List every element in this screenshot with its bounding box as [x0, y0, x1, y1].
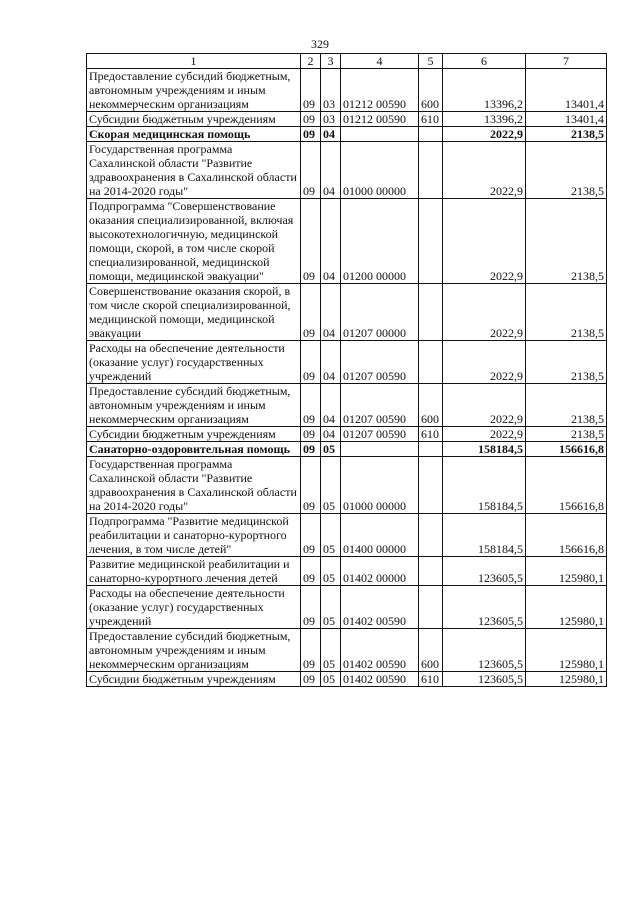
expense-type-cell	[419, 341, 443, 384]
expense-type-cell	[419, 514, 443, 557]
header-cell: 7	[526, 54, 607, 69]
target-article-cell: 01200 00000	[341, 199, 419, 284]
table-row	[87, 142, 607, 199]
amount-cell: 125980,1	[526, 629, 607, 672]
amount-cell: 156616,8	[526, 457, 607, 514]
row-name-cell: Расходы на обеспечение деятельности (оказание услуг) государственных учреждений	[87, 586, 301, 629]
target-article-cell: 01207 00590	[341, 427, 419, 442]
row-name-cell: Подпрограмма "Совершенствование оказания специализированной, включая высокотехнологичную, медицинской помощи, скорой, в том числе скорой специализированной, медицинской помощи, медицинской эвакуации"	[87, 199, 301, 284]
table-row	[87, 514, 607, 557]
section-code-cell: 09	[301, 199, 321, 284]
subsection-code-cell: 05	[321, 586, 341, 629]
amount-cell: 2022,9	[443, 127, 526, 142]
table-row	[87, 457, 607, 514]
expense-type-cell	[419, 457, 443, 514]
target-article-cell	[341, 442, 419, 457]
expense-type-cell: 610	[419, 672, 443, 687]
amount-cell: 2138,5	[526, 341, 607, 384]
table-header-row	[87, 54, 607, 69]
row-name-cell: Развитие медицинской реабилитации и санаторно-курортного лечения детей	[87, 557, 301, 586]
section-code-cell: 09	[301, 142, 321, 199]
amount-cell: 158184,5	[443, 457, 526, 514]
section-code-cell: 09	[301, 586, 321, 629]
header-cell: 4	[341, 54, 419, 69]
amount-cell: 125980,1	[526, 672, 607, 687]
section-code-cell: 09	[301, 514, 321, 557]
row-name-cell: Санаторно-оздоровительная помощь	[87, 442, 301, 457]
table-body	[87, 69, 607, 687]
expense-type-cell	[419, 557, 443, 586]
header-cell: 2	[301, 54, 321, 69]
subsection-code-cell: 05	[321, 557, 341, 586]
page-number: 329	[311, 37, 329, 51]
expense-type-cell	[419, 127, 443, 142]
amount-cell: 2022,9	[443, 284, 526, 341]
amount-cell: 2022,9	[443, 199, 526, 284]
amount-cell: 2138,5	[526, 284, 607, 341]
row-name-cell: Скорая медицинская помощь	[87, 127, 301, 142]
table-row	[87, 384, 607, 427]
row-name-cell: Расходы на обеспечение деятельности (оказание услуг) государственных учреждений	[87, 341, 301, 384]
target-article-cell: 01000 00000	[341, 142, 419, 199]
amount-cell: 2022,9	[443, 142, 526, 199]
amount-cell: 123605,5	[443, 629, 526, 672]
header-cell: 6	[443, 54, 526, 69]
amount-cell: 123605,5	[443, 672, 526, 687]
amount-cell: 13396,2	[443, 69, 526, 112]
amount-cell: 125980,1	[526, 586, 607, 629]
amount-cell: 13396,2	[443, 112, 526, 127]
section-code-cell: 09	[301, 69, 321, 112]
subsection-code-cell: 04	[321, 127, 341, 142]
amount-cell: 2022,9	[443, 384, 526, 427]
subsection-code-cell: 03	[321, 112, 341, 127]
table-row	[87, 557, 607, 586]
target-article-cell: 01402 00590	[341, 586, 419, 629]
expense-type-cell	[419, 442, 443, 457]
target-article-cell: 01212 00590	[341, 112, 419, 127]
subsection-code-cell: 04	[321, 427, 341, 442]
table-row	[87, 442, 607, 457]
expense-type-cell: 610	[419, 112, 443, 127]
target-article-cell: 01212 00590	[341, 69, 419, 112]
row-name-cell: Субсидии бюджетным учреждениям	[87, 672, 301, 687]
amount-cell: 156616,8	[526, 514, 607, 557]
expense-type-cell: 610	[419, 427, 443, 442]
row-name-cell: Субсидии бюджетным учреждениям	[87, 112, 301, 127]
amount-cell: 2022,9	[443, 427, 526, 442]
table-row	[87, 629, 607, 672]
section-code-cell: 09	[301, 557, 321, 586]
table-row	[87, 199, 607, 284]
amount-cell: 2138,5	[526, 142, 607, 199]
section-code-cell: 09	[301, 284, 321, 341]
target-article-cell: 01207 00000	[341, 284, 419, 341]
section-code-cell: 09	[301, 442, 321, 457]
amount-cell: 123605,5	[443, 586, 526, 629]
header-cell: 1	[87, 54, 301, 69]
section-code-cell: 09	[301, 341, 321, 384]
table-row	[87, 69, 607, 112]
expense-type-cell: 600	[419, 629, 443, 672]
row-name-cell: Предоставление субсидий бюджетным, автономным учреждениям и иным некоммерческим организациям	[87, 629, 301, 672]
row-name-cell: Предоставление субсидий бюджетным, автономным учреждениям и иным некоммерческим организациям	[87, 384, 301, 427]
subsection-code-cell: 05	[321, 442, 341, 457]
subsection-code-cell: 05	[321, 629, 341, 672]
subsection-code-cell: 05	[321, 514, 341, 557]
amount-cell: 2138,5	[526, 384, 607, 427]
section-code-cell: 09	[301, 427, 321, 442]
expense-type-cell	[419, 142, 443, 199]
section-code-cell: 09	[301, 629, 321, 672]
table-row	[87, 127, 607, 142]
subsection-code-cell: 04	[321, 142, 341, 199]
subsection-code-cell: 03	[321, 69, 341, 112]
header-cell: 5	[419, 54, 443, 69]
row-name-cell: Государственная программа Сахалинской области "Развитие здравоохранения в Сахалинской области на 2014-2020 годы"	[87, 457, 301, 514]
subsection-code-cell: 05	[321, 457, 341, 514]
amount-cell: 123605,5	[443, 557, 526, 586]
target-article-cell: 01400 00000	[341, 514, 419, 557]
amount-cell: 125980,1	[526, 557, 607, 586]
table-row	[87, 586, 607, 629]
table-row	[87, 112, 607, 127]
amount-cell: 13401,4	[526, 69, 607, 112]
header-cell: 3	[321, 54, 341, 69]
expense-type-cell	[419, 284, 443, 341]
row-name-cell: Субсидии бюджетным учреждениям	[87, 427, 301, 442]
section-code-cell: 09	[301, 672, 321, 687]
table-row	[87, 427, 607, 442]
target-article-cell: 01402 00000	[341, 557, 419, 586]
subsection-code-cell: 04	[321, 384, 341, 427]
subsection-code-cell: 05	[321, 672, 341, 687]
target-article-cell	[341, 127, 419, 142]
target-article-cell: 01402 00590	[341, 629, 419, 672]
section-code-cell: 09	[301, 127, 321, 142]
expense-type-cell: 600	[419, 384, 443, 427]
subsection-code-cell: 04	[321, 284, 341, 341]
amount-cell: 2138,5	[526, 127, 607, 142]
target-article-cell: 01207 00590	[341, 341, 419, 384]
amount-cell: 2138,5	[526, 427, 607, 442]
subsection-code-cell: 04	[321, 341, 341, 384]
row-name-cell: Государственная программа Сахалинской области "Развитие здравоохранения в Сахалинской области на 2014-2020 годы"	[87, 142, 301, 199]
budget-table	[86, 53, 607, 687]
section-code-cell: 09	[301, 112, 321, 127]
table-row	[87, 672, 607, 687]
section-code-cell: 09	[301, 384, 321, 427]
amount-cell: 13401,4	[526, 112, 607, 127]
table-row	[87, 341, 607, 384]
expense-type-cell: 600	[419, 69, 443, 112]
expense-type-cell	[419, 199, 443, 284]
target-article-cell: 01402 00590	[341, 672, 419, 687]
target-article-cell: 01000 00000	[341, 457, 419, 514]
row-name-cell: Предоставление субсидий бюджетным, автономным учреждениям и иным некоммерческим организациям	[87, 69, 301, 112]
expense-type-cell	[419, 586, 443, 629]
amount-cell: 158184,5	[443, 514, 526, 557]
section-code-cell: 09	[301, 457, 321, 514]
table-row	[87, 284, 607, 341]
amount-cell: 2022,9	[443, 341, 526, 384]
amount-cell: 2138,5	[526, 199, 607, 284]
row-name-cell: Подпрограмма "Развитие медицинской реабилитации и санаторно-курортного лечения, в том числе детей"	[87, 514, 301, 557]
target-article-cell: 01207 00590	[341, 384, 419, 427]
row-name-cell: Совершенствование оказания скорой, в том числе скорой специализированной, медицинской помощи, медицинской эвакуации	[87, 284, 301, 341]
subsection-code-cell: 04	[321, 199, 341, 284]
amount-cell: 158184,5	[443, 442, 526, 457]
amount-cell: 156616,8	[526, 442, 607, 457]
